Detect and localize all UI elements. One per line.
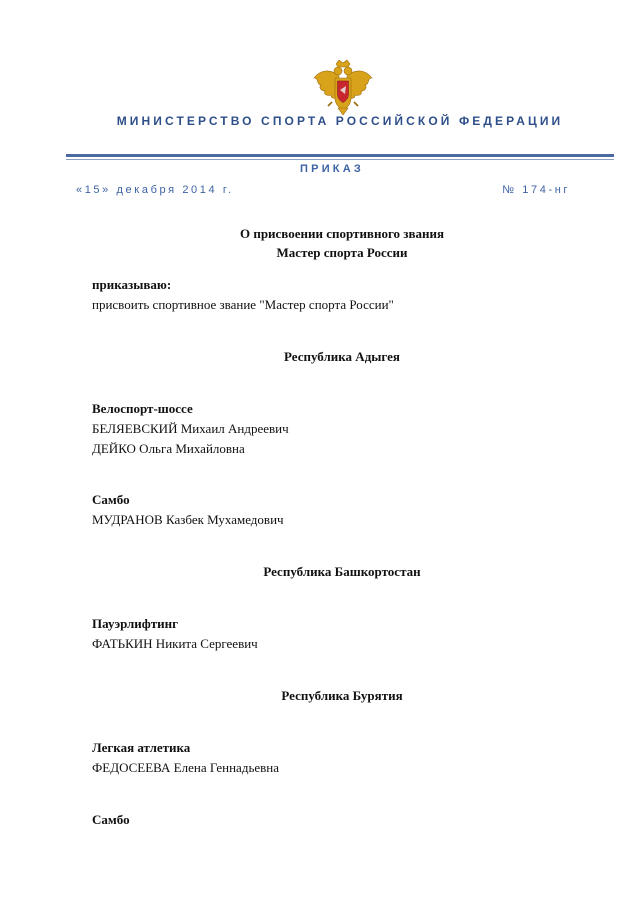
region-heading: Республика Адыгея xyxy=(284,349,400,364)
sport-heading: Легкая атлетика xyxy=(92,740,191,755)
athlete-name: БЕЛЯЕВСКИЙ Михаил Андреевич xyxy=(92,421,289,436)
order-text: присвоить спортивное звание "Мастер спорта России" xyxy=(92,297,394,312)
coat-of-arms-emblem xyxy=(312,58,374,116)
document-type: ПРИКАЗ xyxy=(300,163,364,175)
document-date: «15» декабря 2014 г. xyxy=(76,184,234,196)
athlete-name: ДЕЙКО Ольга Михайловна xyxy=(92,441,245,456)
region-heading: Республика Башкортостан xyxy=(263,564,421,579)
athlete-name: ФАТЬКИН Никита Сергеевич xyxy=(92,636,258,651)
sport-heading: Пауэрлифтинг xyxy=(92,616,179,631)
ministry-name: МИНИСТЕРСТВО СПОРТА РОССИЙСКОЙ ФЕДЕРАЦИИ xyxy=(116,114,564,128)
sport-heading: Самбо xyxy=(92,812,130,827)
region-heading: Республика Бурятия xyxy=(281,688,403,703)
header-divider xyxy=(66,154,614,157)
athlete-name: ФЕДОСЕЕВА Елена Геннадьевна xyxy=(92,760,280,775)
sport-heading: Велоспорт-шоссе xyxy=(92,401,193,416)
document-number: № 174-нг xyxy=(502,184,570,196)
header-divider-thin xyxy=(66,159,614,160)
order-verb: приказываю: xyxy=(92,277,172,292)
document-title-line1: О присвоении спортивного звания xyxy=(239,226,445,241)
document-title-line2: Мастер спорта России xyxy=(276,245,408,260)
sport-heading: Самбо xyxy=(92,492,130,507)
athlete-name: МУДРАНОВ Казбек Мухамедович xyxy=(92,512,284,527)
